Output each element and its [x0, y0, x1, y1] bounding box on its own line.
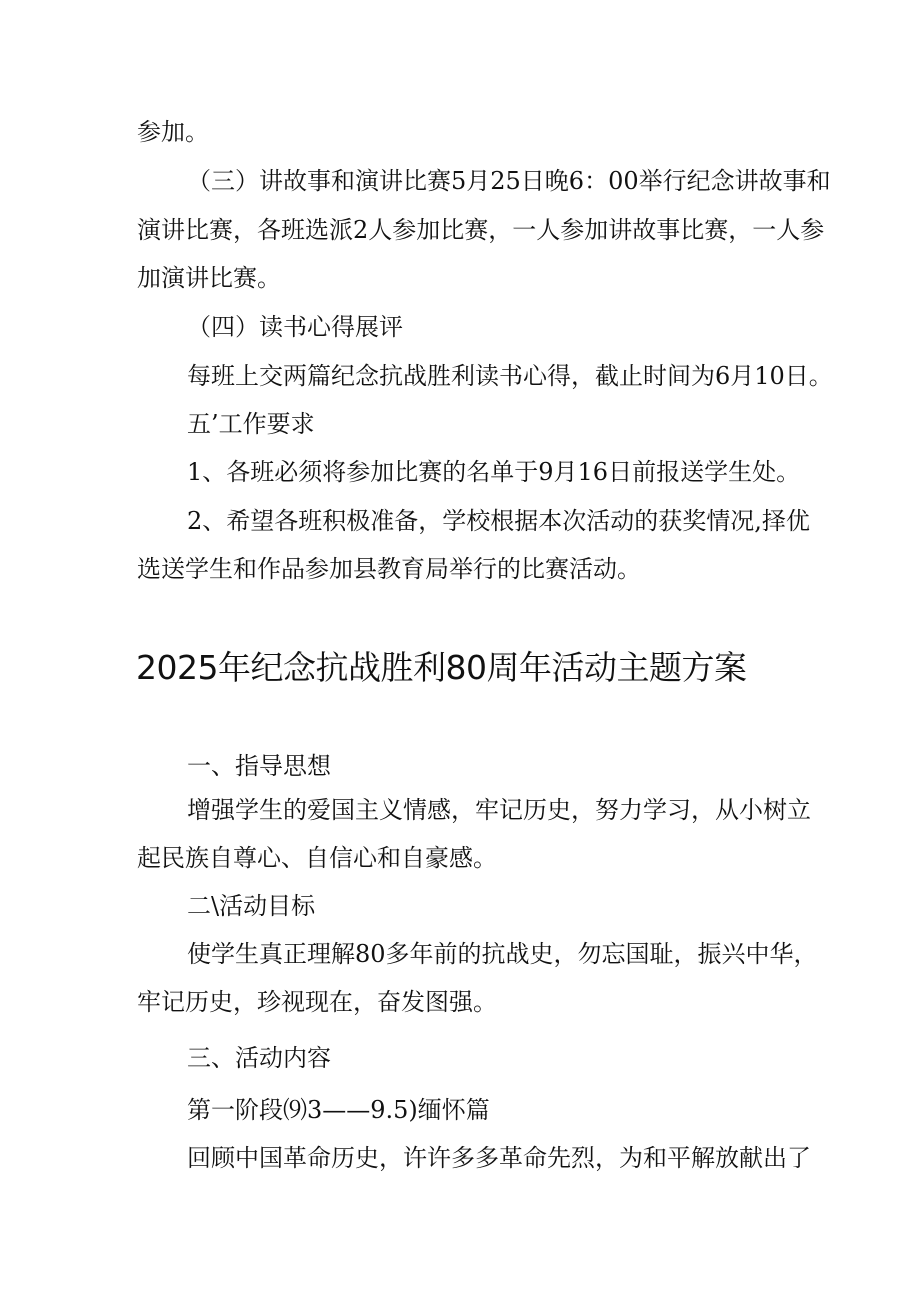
paragraph-line: 演讲比赛，各班选派2人参加比赛，一人参加讲故事比赛，一人参: [137, 216, 825, 244]
section-heading: 五’工作要求: [187, 410, 315, 438]
section-heading: 一、指导思想: [187, 752, 331, 780]
paragraph-line: 加演讲比赛。: [137, 264, 281, 292]
paragraph-line: 起民族自尊心、自信心和自豪感。: [137, 844, 497, 872]
paragraph-line: 参加。: [137, 118, 209, 146]
document-title: 2025年纪念抗战胜利80周年活动主题方案: [136, 648, 747, 687]
subheading: （四）读书心得展评: [187, 313, 403, 341]
paragraph-line: 使学生真正理解80多年前的抗战史，勿忘国耻，振兴中华，: [187, 940, 818, 968]
paragraph-line: 牢记历史，珍视现在，奋发图强。: [137, 988, 497, 1016]
paragraph-line: 每班上交两篇纪念抗战胜利读书心得，截止时间为6月10日。: [187, 362, 833, 390]
paragraph-line: （三）讲故事和演讲比赛5月25日晚6：00举行纪念讲故事和: [187, 167, 831, 195]
paragraph-line: 增强学生的爱国主义情感，牢记历史，努力学习，从小树立: [187, 796, 811, 824]
subheading: 第一阶段⑼3——9.5)缅怀篇: [187, 1096, 490, 1124]
section-heading: 二\活动目标: [187, 892, 316, 920]
paragraph-line: 回顾中国革命历史，许许多多革命先烈，为和平解放献出了: [187, 1144, 811, 1172]
paragraph-line: 2、希望各班积极准备，学校根据本次活动的获奖情况,择优: [187, 507, 810, 535]
paragraph-line: 1、各班必须将参加比赛的名单于9月16日前报送学生处。: [187, 458, 801, 486]
section-heading: 三、活动内容: [187, 1044, 331, 1072]
paragraph-line: 选送学生和作品参加县教育局举行的比赛活动。: [137, 555, 641, 583]
